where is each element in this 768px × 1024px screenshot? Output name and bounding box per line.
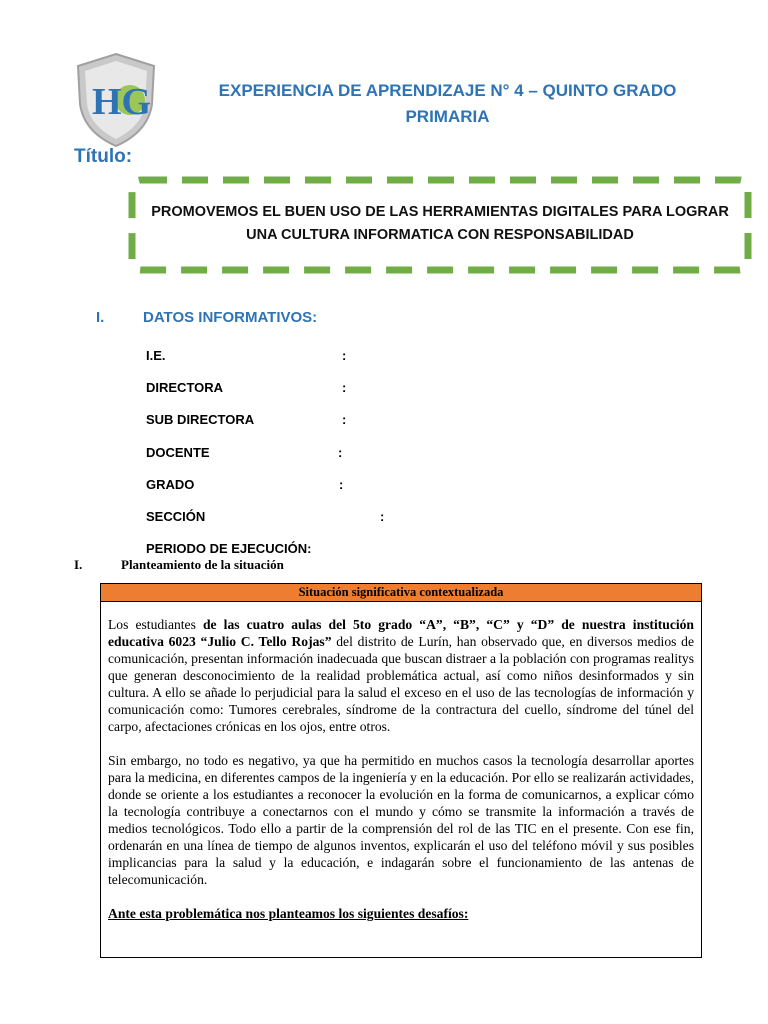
field-docente-colon: : [338, 445, 343, 460]
situation-paragraph-3: Ante esta problemática nos planteamos los siguientes desafíos: [108, 906, 469, 921]
title-line-1: EXPERIENCIA DE APRENDIZAJE N° 4 – QUINTO GRADO [218, 81, 677, 100]
field-seccion-colon: : [380, 509, 385, 524]
situation-table [100, 583, 702, 958]
school-logo [74, 52, 158, 148]
section-2-number: I. [74, 557, 83, 572]
field-subdirectora-label: SUB DIRECTORA [146, 412, 255, 427]
situation-paragraph-1 [108, 616, 694, 735]
p1-rest: del distrito de Lurín, han observado que, en diversos medios de comunicación, presentan información inadecuada que buscan distraer a la población con programas realitys que generan desconocimiento de la realidad problemática actual, así como niños desinformados y sin cultura. A ello se añade lo perjudicial para la salud el exceso en el uso de las tecnologías de información y comunicación como: Tumores cerebrales, síndrome de la contractura del cuello, síndrome del túnel del carpo, afectaciones crónicas en los ojos, entre otros. [108, 634, 694, 734]
document-title [160, 78, 735, 130]
field-docente-label: DOCENTE [146, 445, 210, 460]
title-text-line-2: UNA CULTURA INFORMATICA CON RESPONSABILIDAD [246, 227, 634, 243]
title-line-2: PRIMARIA [405, 107, 490, 126]
section-1-title: DATOS INFORMATIVOS: [143, 309, 318, 326]
field-seccion-label: SECCIÓN [146, 509, 206, 524]
field-ie-colon: : [342, 348, 347, 363]
title-box [128, 176, 752, 274]
section-2-title: Planteamiento de la situación [121, 557, 284, 572]
title-text [128, 201, 752, 247]
p1-intro: Los estudiantes [108, 617, 203, 632]
field-grado-label: GRADO [146, 477, 195, 492]
field-grado-colon: : [339, 477, 344, 492]
field-directora-label: DIRECTORA [146, 380, 224, 395]
situation-table-body [101, 602, 701, 922]
field-directora-colon: : [342, 380, 347, 395]
field-periodo-label: PERIODO DE EJECUCIÓN: [146, 541, 312, 556]
field-ie-label: I.E. [146, 348, 166, 363]
logo-letters: HG [92, 81, 152, 123]
situation-paragraph-2: Sin embargo, no todo es negativo, ya que ha permitido en muchos casos la tecnología desarrollar aportes para la medicina, en diferentes campos de la ingeniería y en la educación. Por ello se realizarán actividades, donde se oriente a los estudiantes a reconocer la evolución en la forma de comunicarnos, a explicar cómo la tecnología contribuye a conectarnos con el mundo y cómo se transmite la información a través de medios tecnológicos. Todo ello a partir de la comprensión del rol de las TIC en el presente. Con ese fin, ordenarán en una línea de tiempo de algunos inventos, explicarán el uso del teléfono móvil y sus posibles implicancias para la salud y la educación, e indagarán sobre el funcionamiento de las antenas de telecomunicación. [108, 753, 694, 887]
situation-table-header: Situación significativa contextualizada [101, 584, 701, 602]
field-subdirectora-colon: : [342, 412, 347, 427]
title-text-line-1: PROMOVEMOS EL BUEN USO DE LAS HERRAMIENTAS DIGITALES PARA LOGRAR [151, 204, 729, 220]
section-1-number: I. [96, 309, 105, 326]
titulo-label: Título: [74, 146, 133, 167]
p1-bold: de las cuatro aulas del 5to grado “A”, “B”, “C” y “D” de nuestra institución educativa 6023 “Julio C. Tello Rojas” [108, 617, 694, 649]
